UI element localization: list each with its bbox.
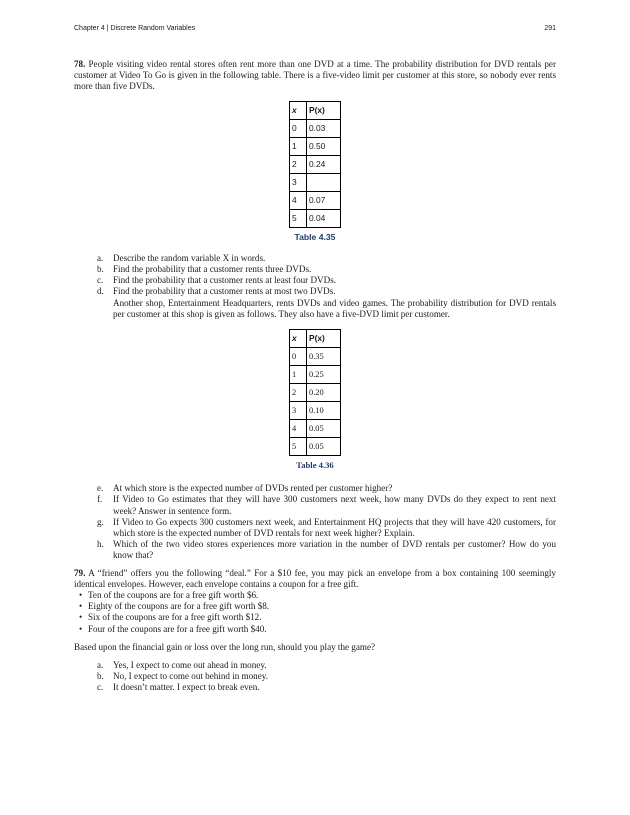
- exercise-number: 79.: [74, 567, 86, 578]
- item-label: g.: [97, 516, 104, 527]
- list-item: [74, 517, 556, 539]
- table-row: [290, 137, 341, 155]
- item-label: d.: [97, 286, 104, 297]
- bullet-icon: •: [79, 623, 83, 634]
- item-text: Eighty of the coupons are for a free gift worth $8.: [88, 601, 270, 612]
- table-header-row: [290, 101, 341, 119]
- cell-x: 2: [290, 155, 307, 173]
- cell-p: 0.03: [307, 119, 341, 137]
- item-text: Four of the coupons are for a free gift worth $40.: [88, 623, 267, 634]
- header-px-text: P(x): [309, 104, 325, 115]
- list-item: [74, 682, 556, 693]
- list-item: [74, 660, 556, 671]
- cell-p: 0.20: [307, 384, 341, 402]
- table-row: [290, 438, 341, 456]
- table-row: [290, 209, 341, 227]
- list-item: [74, 286, 556, 297]
- item-text: At which store is the expected number of DVDs rented per customer higher?: [113, 483, 393, 494]
- list-item: [74, 483, 556, 494]
- cell-x: 5: [290, 209, 307, 227]
- cell-p: 0.35: [307, 348, 341, 366]
- cell-p: [307, 173, 341, 191]
- exercise-text: A “friend” offers you the following “deal.” For a $10 fee, you may pick an envelope from a box containing 100 seemingly identical envelopes. However, each envelope contains a coupon for a free gift.: [74, 567, 556, 589]
- item-label: c.: [97, 682, 104, 693]
- item-text: No, I expect to come out behind in money.: [113, 671, 268, 682]
- cell-p: 0.25: [307, 366, 341, 384]
- list-item: [74, 590, 556, 601]
- table-row: [290, 420, 341, 438]
- item-text: Find the probability that a customer rents three DVDs.: [113, 264, 312, 275]
- list-item: [74, 275, 556, 286]
- table-caption: Table 4.35: [294, 231, 336, 242]
- item-text: Find the probability that a customer rents at least four DVDs.: [113, 275, 337, 286]
- list-item: [74, 264, 556, 275]
- list-item: [74, 601, 556, 612]
- list-item: [74, 539, 556, 561]
- item-label: f.: [97, 494, 103, 505]
- exercise-number: 78.: [74, 59, 86, 69]
- item-label: a.: [97, 660, 104, 671]
- item-text: If Video to Go estimates that they will have 300 customers next week, how many DVDs do they expect to rent next week? Answer in sentence form.: [113, 494, 556, 516]
- list-item: [74, 494, 556, 516]
- item-text: It doesn’t matter. I expect to break even.: [113, 682, 260, 693]
- table-row: [290, 384, 341, 402]
- table-caption: Table 4.36: [296, 460, 334, 471]
- bullet-icon: •: [79, 590, 83, 601]
- table-header-row: [290, 330, 341, 348]
- item-label: e.: [97, 483, 104, 494]
- table-row: [290, 402, 341, 420]
- list-item: [74, 253, 556, 264]
- parts-e-h: [74, 483, 556, 561]
- cell-x: 0: [290, 119, 307, 137]
- exercise-79-intro: [74, 568, 556, 590]
- item-label: h.: [97, 539, 104, 550]
- item-text: Which of the two video stores experiences more variation in the number of DVD rentals per customer? How do you know that?: [113, 539, 556, 561]
- item-text: If Video to Go expects 300 customers next week, and Entertainment HQ projects that they will have 420 customers, for which store is the expected number of DVD rentals for next week higher? Explain.: [113, 516, 556, 539]
- cell-p: 0.10: [307, 402, 341, 420]
- cell-x: 3: [290, 402, 307, 420]
- chapter-title: Chapter 4 | Discrete Random Variables: [74, 25, 196, 32]
- header-px: [307, 101, 341, 119]
- item-label: c.: [97, 275, 104, 286]
- item-text: Six of the coupons are for a free gift worth $12.: [88, 612, 262, 623]
- table-4-36-wrapper: [74, 329, 556, 471]
- cell-p: 0.50: [307, 137, 341, 155]
- table-row: [290, 155, 341, 173]
- table-row: [290, 366, 341, 384]
- bullet-icon: •: [79, 601, 83, 612]
- item-text: Ten of the coupons are for a free gift worth $6.: [88, 590, 259, 601]
- item-text: Yes, I expect to come out ahead in money.: [113, 660, 267, 671]
- cell-p: 0.07: [307, 191, 341, 209]
- item-label: b.: [97, 264, 104, 275]
- header-px: [307, 330, 341, 348]
- page-number: 291: [544, 25, 556, 32]
- cell-x: 0: [290, 348, 307, 366]
- page-content: [74, 59, 556, 694]
- cell-x: 4: [290, 191, 307, 209]
- another-shop-paragraph: Another shop, Entertainment Headquarters, rents DVDs and video games. The probability distribution for DVD rentals per customer at this shop is given as follows. They also have a five-DVD limit per customer.: [113, 297, 556, 319]
- header-x: x: [290, 330, 307, 348]
- header-x: x: [290, 101, 307, 119]
- cell-x: 1: [290, 366, 307, 384]
- list-item: [74, 612, 556, 623]
- cell-x: 3: [290, 173, 307, 191]
- item-text: Find the probability that a customer rents at most two DVDs.: [113, 286, 336, 297]
- table-row: [290, 191, 341, 209]
- exercise-text: People visiting video rental stores often rent more than one DVD at a time. The probability distribution for DVD rentals per customer at Video To Go is given in the following table. There is a five-video limit per customer at this store, so nobody ever rents more than five DVDs.: [74, 59, 556, 92]
- table-row: [290, 348, 341, 366]
- probability-table-1: [289, 101, 341, 228]
- cell-p: 0.24: [307, 155, 341, 173]
- table-row: [290, 119, 341, 137]
- exercise-78-intro: [74, 59, 556, 93]
- table-4-35-wrapper: [74, 101, 556, 243]
- exercise-79-question: Based upon the financial gain or loss over the long run, should you play the game?: [74, 641, 376, 652]
- cell-x: 5: [290, 438, 307, 456]
- header-px-text: P(x): [309, 332, 325, 343]
- cell-p: 0.04: [307, 209, 341, 227]
- cell-x: 4: [290, 420, 307, 438]
- bullet-icon: •: [79, 612, 83, 623]
- table-row: [290, 173, 341, 191]
- probability-table-2: [289, 329, 341, 456]
- answer-options: [74, 660, 556, 694]
- parts-a-d: [74, 253, 556, 298]
- item-label: a.: [97, 252, 104, 263]
- cell-x: 2: [290, 384, 307, 402]
- list-item: [74, 624, 556, 635]
- item-text: Describe the random variable X in words.: [113, 252, 266, 263]
- list-item: [74, 671, 556, 682]
- item-label: b.: [97, 671, 104, 682]
- cell-p: 0.05: [307, 420, 341, 438]
- coupon-list: [74, 590, 556, 635]
- cell-x: 1: [290, 137, 307, 155]
- cell-p: 0.05: [307, 438, 341, 456]
